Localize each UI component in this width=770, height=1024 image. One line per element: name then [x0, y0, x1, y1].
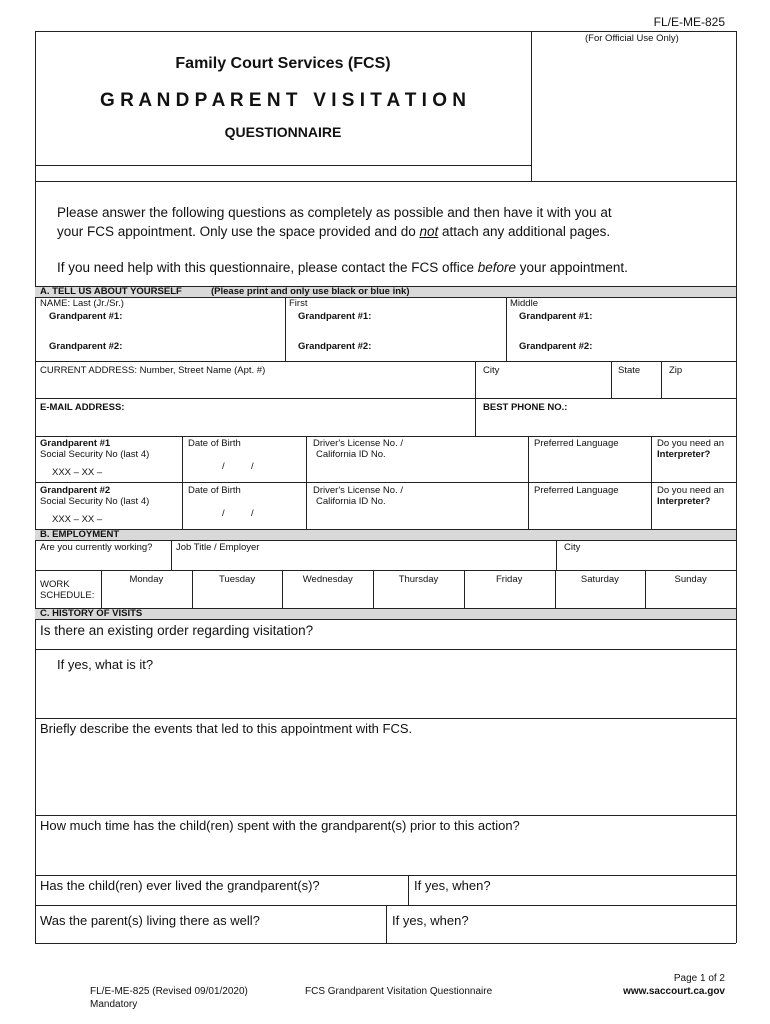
gp1-first-label: Grandparent #1: [298, 311, 372, 322]
q-lived-when: If yes, when? [414, 878, 491, 893]
work-schedule-label: WORK SCHEDULE: [40, 579, 95, 601]
gp2-lang-label: Preferred Language [534, 485, 619, 496]
gp1-lang-label: Preferred Language [534, 438, 619, 449]
gp2-row-label: Grandparent #2 [40, 485, 111, 496]
address-input[interactable] [40, 380, 474, 394]
day-input-saturday[interactable] [558, 588, 645, 602]
day-divider [282, 570, 283, 608]
gp2-first-label: Grandparent #2: [298, 341, 372, 352]
gp2-dl-input[interactable] [312, 512, 526, 526]
day-input-friday[interactable] [467, 588, 554, 602]
section-b-header: B. EMPLOYMENT [35, 529, 736, 541]
working-input[interactable] [40, 555, 172, 569]
day-label-monday: Monday [129, 574, 164, 585]
gp2-interp-label: Do you need an [657, 485, 725, 496]
gp1-dob-slashes: / / [222, 461, 254, 472]
parents-when-input[interactable] [480, 921, 734, 935]
day-label-saturday: Saturday [580, 574, 619, 585]
q-parents-living: Was the parent(s) living there as well? [40, 913, 260, 928]
form-title: G R A N D P A R E N T V I S I T A T I O N [100, 90, 466, 111]
gp2-last-input[interactable] [130, 340, 284, 354]
form-subtitle: QUESTIONNAIRE [224, 124, 342, 140]
gp1-ssn-mask: XXX – XX – [52, 467, 103, 478]
gp2-interp-label-2: Interpreter? [657, 496, 711, 507]
gp1-lang-input[interactable] [533, 465, 651, 479]
day-input-wednesday[interactable] [285, 588, 372, 602]
gp1-dl-input[interactable] [312, 465, 526, 479]
footer-page: Page 1 of 2 [673, 973, 725, 984]
gp1-interp-label: Do you need an [657, 438, 725, 449]
gp2-dob-label: Date of Birth [188, 485, 241, 496]
org-name: Family Court Services (FCS) [175, 55, 391, 72]
day-divider [373, 570, 374, 608]
email-label: E-MAIL ADDRESS: [40, 402, 125, 413]
existing-order-input[interactable] [40, 675, 734, 717]
q-events: Briefly describe the events that led to this appointment with FCS. [40, 721, 413, 736]
day-label-thursday: Thursday [398, 574, 439, 585]
gp1-ssn-label: Social Security No (last 4) [40, 449, 150, 460]
gp2-first-input[interactable] [380, 340, 504, 354]
name-last-label: NAME: Last (Jr./Sr.) [40, 298, 124, 309]
city-input[interactable] [480, 380, 612, 394]
gp2-dl-label-2: California ID No. [316, 496, 386, 507]
day-label-wednesday: Wednesday [302, 574, 353, 585]
gp1-middle-label: Grandparent #1: [519, 311, 593, 322]
name-middle-label: Middle [510, 298, 538, 309]
gp2-ssn-input[interactable] [110, 512, 182, 526]
form-id: FL/E-ME-825 [653, 15, 725, 29]
instructions-line-2: your FCS appointment. Only use the space provided and do not attach any additional pages. [57, 224, 611, 239]
job-label: Job Title / Employer [176, 542, 260, 553]
gp2-middle-input[interactable] [600, 340, 734, 354]
events-input[interactable] [40, 740, 734, 814]
gp2-dob-slashes: / / [222, 508, 254, 519]
email-input[interactable] [40, 417, 474, 431]
lived-when-input[interactable] [500, 887, 734, 901]
footer-title: FCS Grandparent Visitation Questionnaire [305, 986, 493, 997]
gp1-middle-input[interactable] [600, 310, 734, 324]
footer-mandatory: Mandatory [90, 999, 138, 1010]
state-input[interactable] [615, 380, 661, 394]
q-parents-when: If yes, when? [392, 913, 469, 928]
section-a-header: A. TELL US ABOUT YOURSELF (Please print and only use black or blue ink) [35, 286, 736, 298]
gp1-row-label: Grandparent #1 [40, 438, 111, 449]
gp2-ssn-label: Social Security No (last 4) [40, 496, 150, 507]
gp2-middle-label: Grandparent #2: [519, 341, 593, 352]
day-input-monday[interactable] [104, 588, 191, 602]
day-divider [464, 570, 465, 608]
section-c-header: C. HISTORY OF VISITS [35, 608, 736, 620]
gp1-dl-label: Driver's License No. / [313, 438, 403, 449]
phone-label: BEST PHONE NO.: [483, 402, 568, 413]
gp1-dob-label: Date of Birth [188, 438, 241, 449]
gp1-last-input[interactable] [130, 310, 284, 324]
gp2-dl-label: Driver's License No. / [313, 485, 403, 496]
day-divider [555, 570, 556, 608]
day-label-friday: Friday [495, 574, 523, 585]
gp2-ssn-mask: XXX – XX – [52, 514, 103, 525]
day-label-tuesday: Tuesday [219, 574, 256, 585]
gp1-dl-label-2: California ID No. [316, 449, 386, 460]
footer-site: www.saccourt.ca.gov [623, 986, 725, 997]
day-divider [192, 570, 193, 608]
zip-label: Zip [669, 365, 683, 376]
q-time-spent: How much time has the child(ren) spent with the grandparent(s) prior to this action? [40, 818, 520, 833]
day-input-tuesday[interactable] [195, 588, 282, 602]
gp1-first-input[interactable] [380, 310, 504, 324]
q-lived: Has the child(ren) ever lived the grandparent(s)? [40, 878, 320, 893]
city-label: City [483, 365, 500, 376]
instructions [57, 203, 628, 277]
employer-city-input[interactable] [561, 555, 735, 569]
q-existing-order: Is there an existing order regarding visitation? [40, 623, 314, 638]
day-divider [645, 570, 646, 608]
day-input-sunday[interactable] [648, 588, 735, 602]
name-first-label: First [289, 298, 308, 309]
time-spent-input[interactable] [40, 837, 734, 875]
footer-revision: FL/E-ME-825 (Revised 09/01/2020) [90, 986, 248, 997]
address-label: CURRENT ADDRESS: Number, Street Name (Apt. #) [40, 365, 266, 376]
gp1-interp-label-2: Interpreter? [657, 449, 711, 460]
gp2-lang-input[interactable] [533, 512, 651, 526]
q-if-yes-what: If yes, what is it? [57, 657, 154, 672]
gp1-last-label: Grandparent #1: [49, 311, 123, 322]
day-input-thursday[interactable] [376, 588, 463, 602]
working-label: Are you currently working? [40, 542, 153, 553]
job-input[interactable] [176, 555, 555, 569]
instructions-line-3: If you need help with this questionnaire, please contact the FCS office before your appointment. [57, 260, 628, 275]
gp2-last-label: Grandparent #2: [49, 341, 123, 352]
phone-input[interactable] [480, 417, 734, 431]
employer-city-label: City [564, 542, 581, 553]
gp1-ssn-input[interactable] [110, 465, 182, 479]
state-label: State [618, 365, 641, 376]
official-use-label: (For Official Use Only) [585, 33, 679, 44]
zip-input[interactable] [665, 380, 737, 394]
day-label-sunday: Sunday [674, 574, 707, 585]
instructions-line-1: Please answer the following questions as completely as possible and then have it with you at [57, 205, 612, 220]
